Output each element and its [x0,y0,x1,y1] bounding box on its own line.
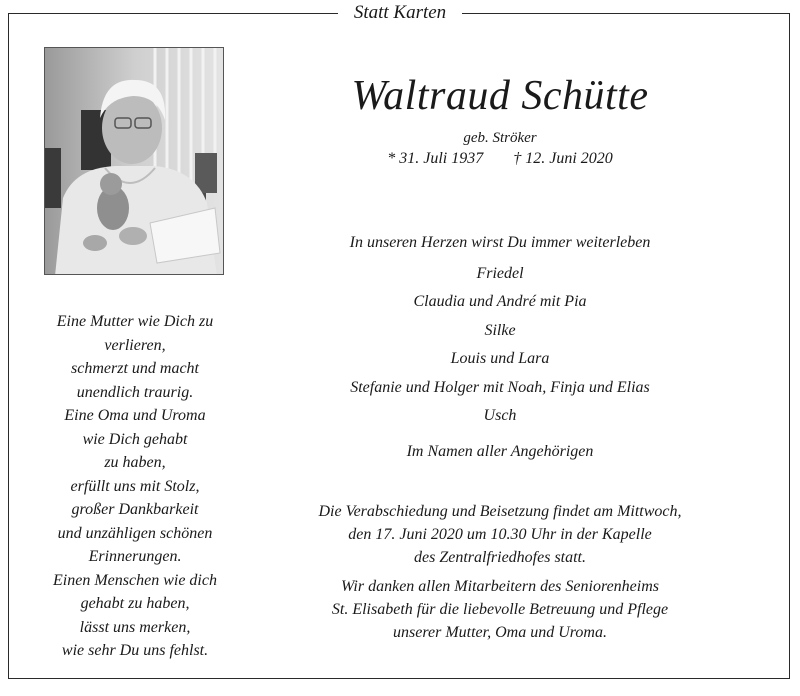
mourner-name: Claudia und André mit Pia [413,293,587,310]
poem-line: wie Dich gehabt [82,430,188,448]
portrait-image [45,48,224,275]
poem-line: lässt uns merken, [79,618,191,636]
poem-line: erfüllt uns mit Stolz, [70,477,200,495]
portrait-photo [44,47,224,275]
poem-line: schmerzt und macht [71,360,199,377]
funeral-info [270,500,730,569]
poem-line: verlieren, [104,336,166,354]
mourner-name: Usch [483,407,517,424]
mourner-name: Louis und Lara [450,350,550,367]
poem-line: unendlich traurig. [76,383,194,401]
life-dates [270,148,730,170]
funeral-line: den 17. Juni 2020 um 10.30 Uhr in der Kapelle [348,526,652,543]
memorial-motto: In unseren Herzen wirst Du immer weiterleben [349,234,651,251]
death-date: † 12. Juni 2020 [513,150,613,167]
poem-line: Einen Menschen wie dich [53,571,217,589]
birth-name: geb. Ströker [463,130,537,146]
poem-line: und unzähligen schönen [57,524,213,542]
poem-line: Erinnerungen. [88,548,182,565]
mourners-list [270,229,730,431]
thanks-line: unserer Mutter, Oma und Uroma. [393,624,607,641]
header-title: Statt Karten [338,0,462,26]
mourner-name: Friedel [476,264,524,282]
mourner-name: Silke [484,321,516,339]
thanks-line: Wir danken allen Mitarbeitern des Seniorenheims [340,578,659,595]
poem-line: Eine Oma und Uroma [64,407,206,424]
poem-line: gehabt zu haben, [80,595,190,612]
notice-header [0,0,800,26]
poem-line: Eine Mutter wie Dich zu [56,313,214,330]
thanks-note [270,575,730,644]
poem-line: wie sehr Du uns fehlst. [61,642,209,659]
poem-line: großer Dankbarkeit [71,501,199,518]
poem-line: zu haben, [104,454,166,471]
thanks-line: St. Elisabeth für die liebevolle Betreuung und Pflege [331,601,669,618]
funeral-line: des Zentralfriedhofes statt. [414,549,586,566]
birth-date: * 31. Juli 1937 [387,150,484,167]
funeral-line: Die Verabschiedung und Beisetzung findet am Mittwoch, [318,503,682,520]
mourner-name: Stefanie und Holger mit Noah, Finja und Elias [350,378,650,396]
on-behalf-line: Im Namen aller Angehörigen [406,443,594,460]
deceased-name: Waltraud Schütte [351,73,649,119]
memorial-poem [30,310,240,663]
